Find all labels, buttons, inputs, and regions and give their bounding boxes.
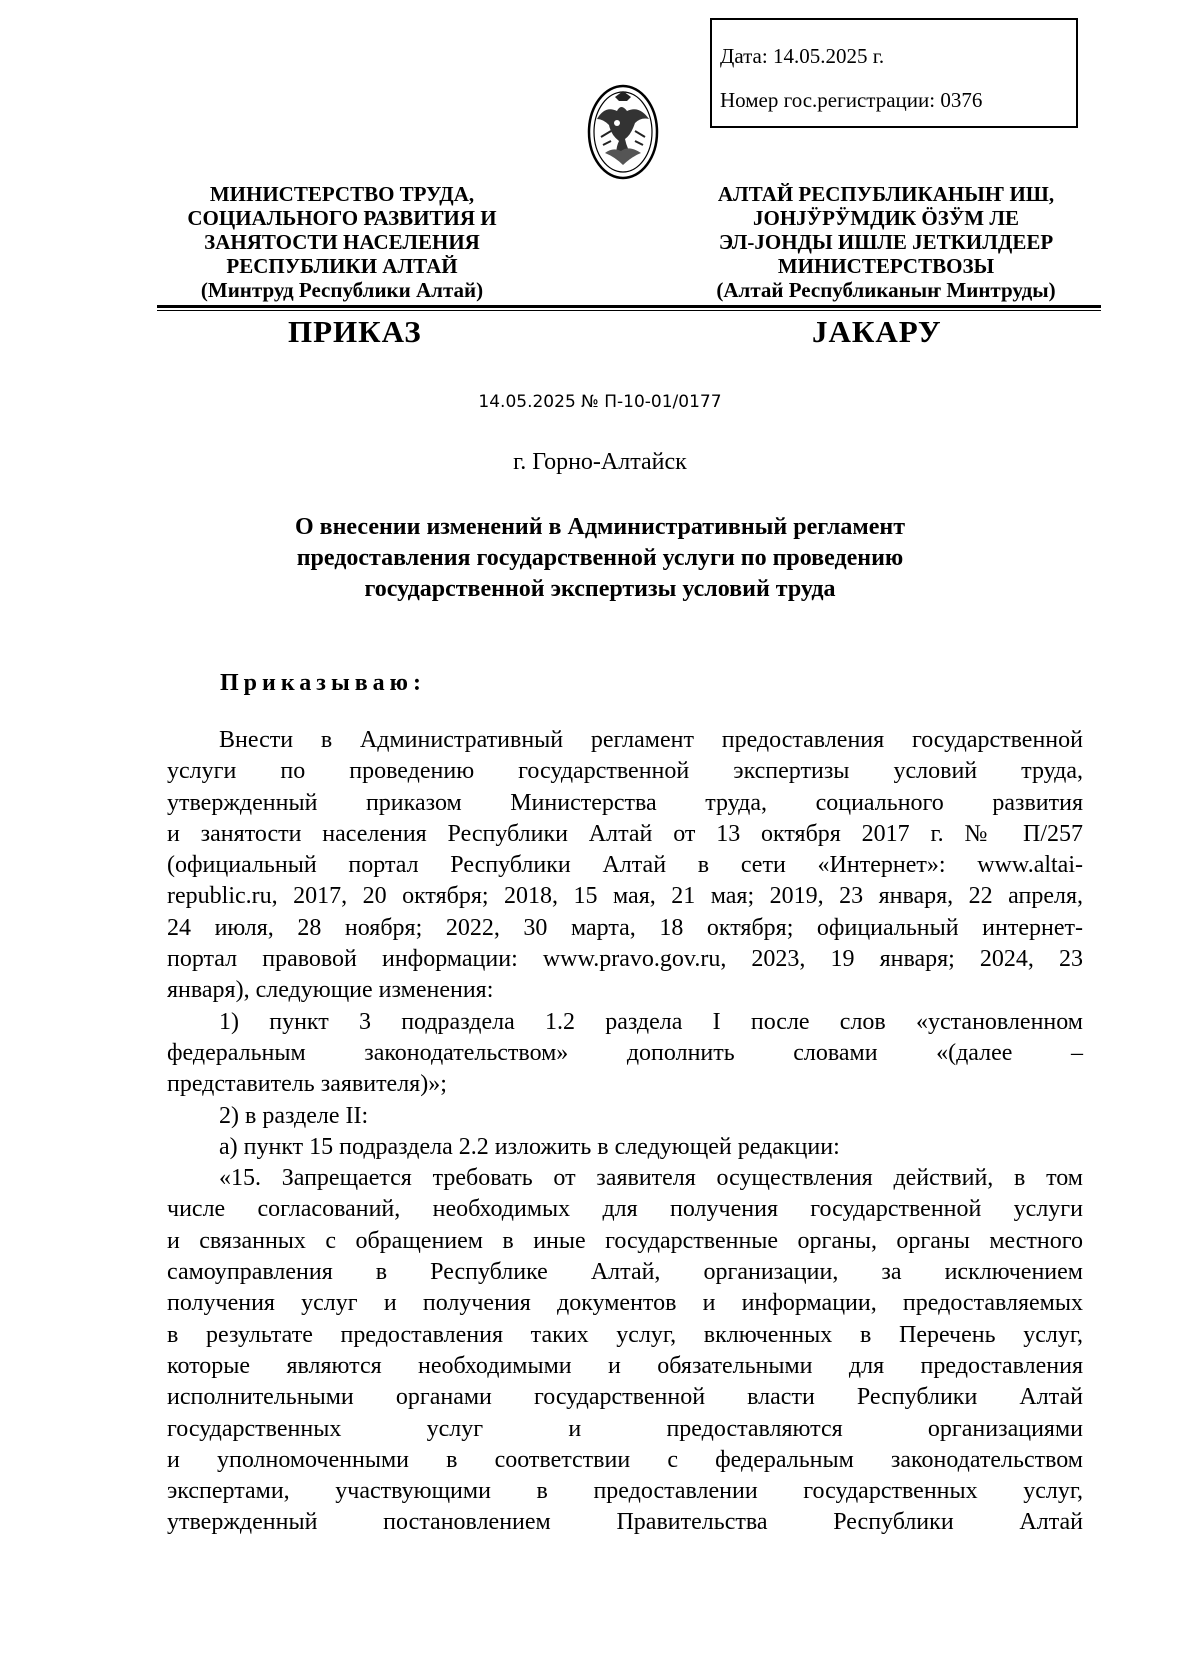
order-word: Приказываю: — [220, 670, 426, 696]
ministry-header-altai — [676, 182, 1096, 302]
body-line: 2) в разделе II: — [219, 1102, 369, 1129]
body-line: republic.ru, 2017, 20 октября; 2018, 15 мая, 21 мая; 2019, 23 января, 22 апреля, — [167, 883, 1083, 910]
ministry-header-russian — [160, 182, 524, 302]
body-line: 1) пункт 3 подраздела 1.2 раздела I после слов «установленном — [219, 1008, 1083, 1035]
altai-republic-coat-of-arms-icon — [587, 83, 659, 181]
header-line: СОЦИАЛЬНОГО РАЗВИТИЯ И — [187, 206, 497, 230]
header-divider — [157, 305, 1101, 308]
body-line: «15. Запрещается требовать от заявителя осуществления действий, в том — [219, 1165, 1083, 1192]
body-line: января), следующие изменения: — [167, 977, 494, 1004]
header-line: ЭЛ-ЈОНДЫ ИШЛЕ ЈЕТКИЛДЕЕР — [718, 230, 1054, 254]
header-line: МИНИСТЕРСТВОЗЫ — [777, 254, 995, 278]
body-line: 24 июля, 28 ноября; 2022, 30 марта, 18 октября; официальный интернет- — [167, 914, 1083, 941]
body-line: услуги по проведению государственной экспертизы условий труда, — [167, 758, 1083, 785]
body-line: самоуправления в Республике Алтай, организации, за исключением — [167, 1259, 1083, 1286]
body-line: которые являются необходимыми и обязательными для предоставления — [167, 1352, 1083, 1379]
header-divider-thin — [157, 310, 1101, 311]
body-line: Внести в Административный регламент предоставления государственной — [219, 727, 1083, 753]
city: г. Горно-Алтайск — [513, 449, 687, 475]
body-line: исполнительными органами государственной власти Республики Алтай — [167, 1384, 1083, 1411]
document-body — [167, 725, 1083, 1539]
header-line: РЕСПУБЛИКИ АЛТАЙ — [226, 254, 458, 278]
body-line: и занятости населения Республики Алтай от 13 октября 2017 г. № П/257 — [167, 820, 1083, 847]
body-line: и уполномоченными в соответствии с федеральным законодательством — [167, 1446, 1083, 1473]
header-line: МИНИСТЕРСТВО ТРУДА, — [209, 182, 475, 206]
body-line: (официальный портал Республики Алтай в сети «Интернет»: www.altai- — [167, 852, 1083, 879]
header-line: ЈОНЈӰРӰМДИК ӦЗӰМ ЛЕ — [753, 206, 1019, 230]
registration-number: Номер гос.регистрации: 0376 — [720, 88, 983, 112]
body-line: получения услуг и получения документов и информации, предоставляемых — [167, 1290, 1083, 1317]
subject-line: государственной экспертизы условий труда — [364, 576, 836, 602]
body-line: в результате предоставления таких услуг, включенных в Перечень услуг, — [167, 1321, 1083, 1348]
body-line: утвержденный приказом Министерства труда, социального развития — [167, 789, 1083, 816]
registration-date: Дата: 14.05.2025 г. — [720, 44, 885, 68]
body-line: представитель заявителя)»; — [167, 1071, 447, 1098]
body-line: портал правовой информации: www.pravo.gov.ru, 2023, 19 января; 2024, 23 — [167, 946, 1083, 973]
body-line: числе согласований, необходимых для получения государственной услуги — [167, 1196, 1083, 1223]
header-line: (Минтруд Республики Алтай) — [200, 278, 484, 302]
body-line: и связанных с обращением в иные государственные органы, органы местного — [167, 1227, 1083, 1254]
body-line: государственных услуг и предоставляются организациями — [167, 1415, 1083, 1442]
body-line: утвержденный постановлением Правительства Республики Алтай — [167, 1509, 1083, 1536]
body-line: экспертами, участвующими в предоставлении государственных услуг, — [167, 1478, 1083, 1505]
document-subject — [0, 512, 1200, 605]
body-line: федеральным законодательством» дополнить словами «(далее – — [167, 1039, 1083, 1066]
document-number: 14.05.2025 № П-10-01/0177 — [478, 392, 722, 412]
doc-type-altai: ЈАКАРУ — [812, 314, 942, 349]
subject-line: предоставления государственной услуги по проведению — [296, 545, 904, 571]
doc-type-russian: ПРИКАЗ — [288, 314, 422, 349]
header-line: АЛТАЙ РЕСПУБЛИКАНЫҤ ИШ, — [717, 182, 1055, 206]
registration-box — [710, 18, 1078, 128]
header-line: ЗАНЯТОСТИ НАСЕЛЕНИЯ — [204, 230, 480, 254]
subject-line: О внесении изменений в Административный регламент — [294, 514, 906, 540]
header-line: (Алтай Республиканыҥ Минтруды) — [716, 278, 1056, 302]
body-line: а) пункт 15 подраздела 2.2 изложить в следующей редакции: — [219, 1133, 840, 1160]
